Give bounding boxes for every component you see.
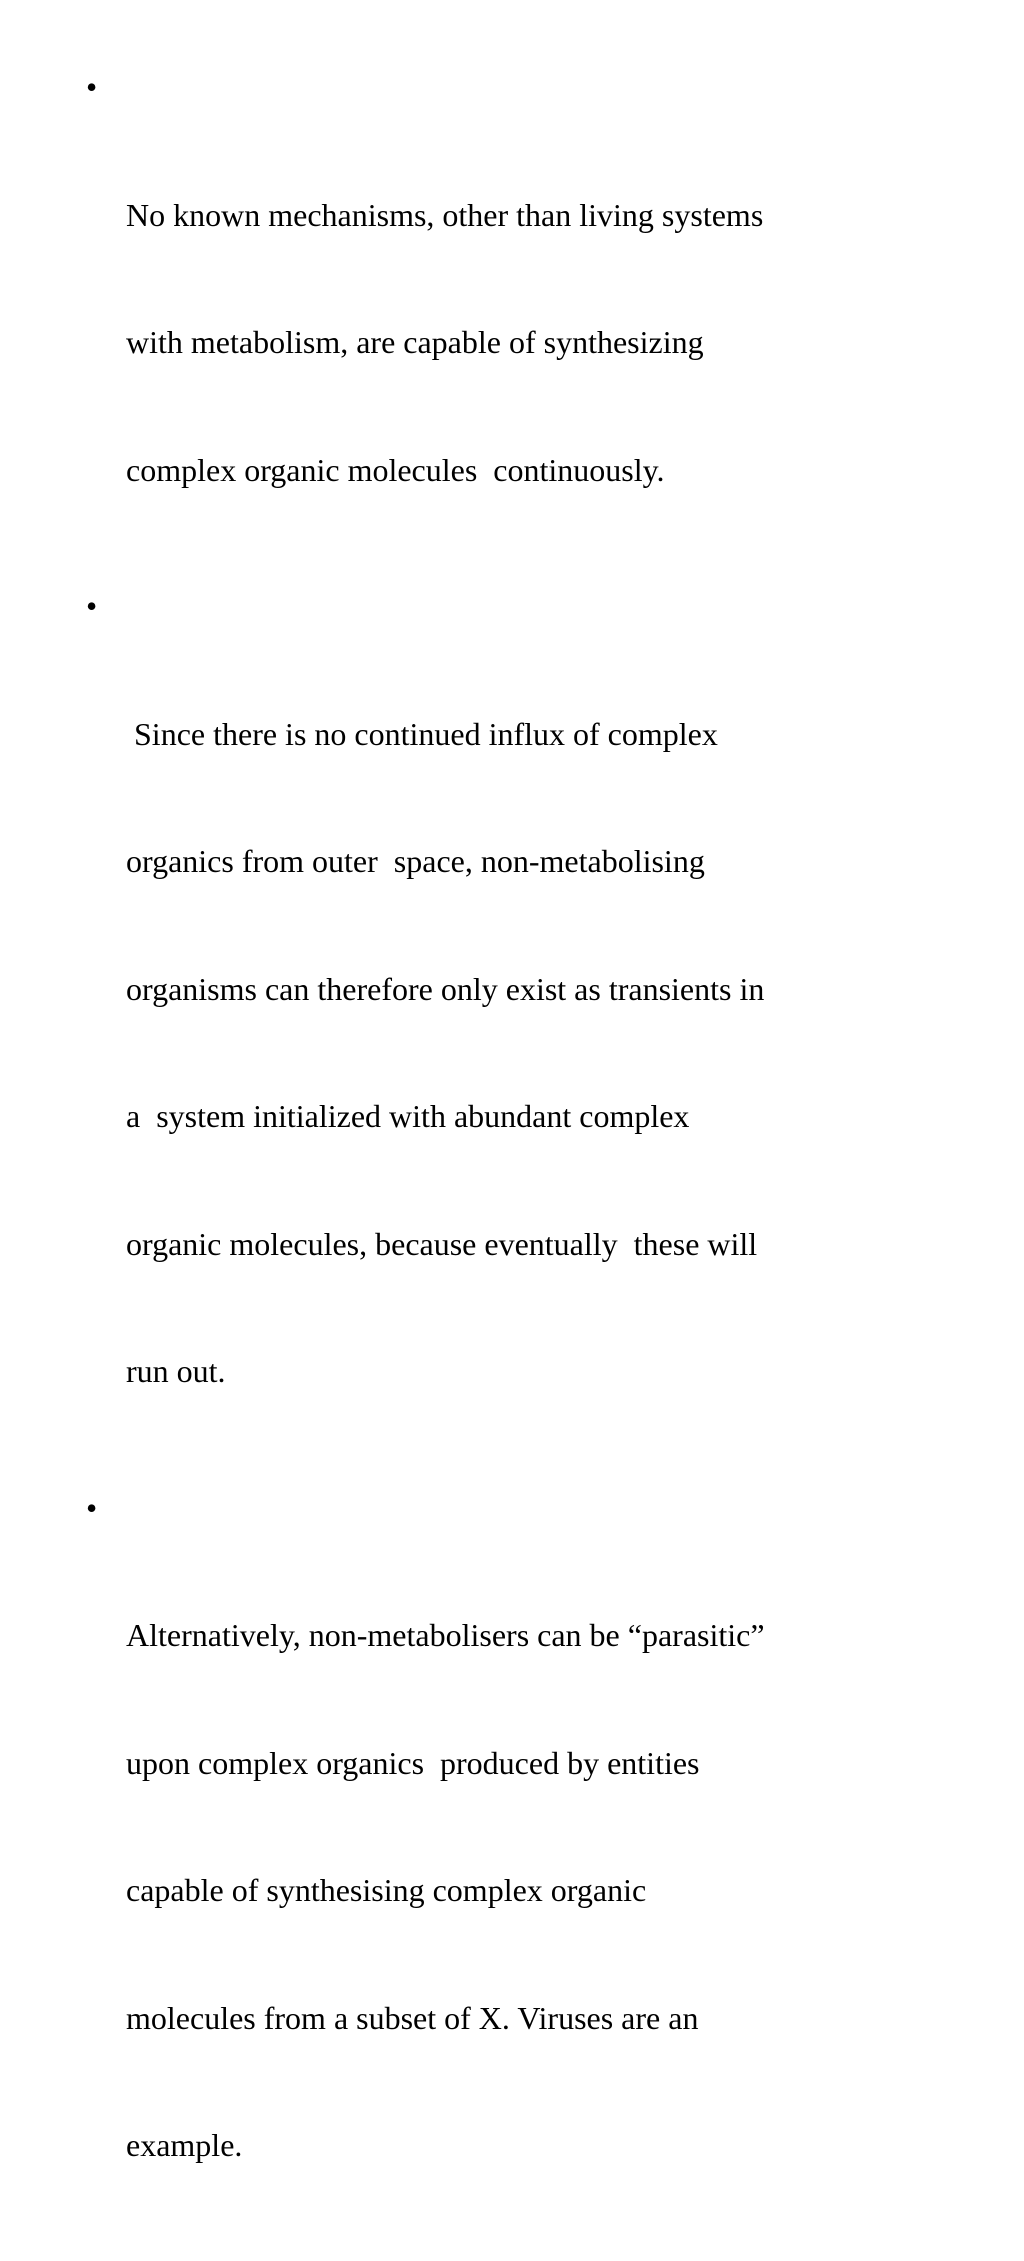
bullet-line: a system initialized with abundant complex xyxy=(126,1098,690,1134)
bullet-line: molecules from a subset of X. Viruses are an xyxy=(126,1999,699,2036)
bullet-point-icon: • xyxy=(86,1489,98,1526)
bullet-line: organic molecules, because eventually these will xyxy=(126,1225,758,1262)
bullet-item-3 xyxy=(86,1487,936,2252)
bullet-line: organics from outer space, non-metabolising xyxy=(126,843,705,879)
bullet-line: with metabolism, are capable of synthesizing xyxy=(126,324,704,360)
bullet-line: No known mechanisms, other than living systems xyxy=(126,196,764,233)
bullet-list xyxy=(86,66,936,2261)
bullet-line: Alternatively, non-metabolisers can be “parasitic” xyxy=(126,1617,765,1653)
bullet-point-icon: • xyxy=(86,588,98,624)
bullet-line: upon complex organics produced by entities xyxy=(126,1744,700,1781)
bullet-line: example. xyxy=(126,2127,243,2163)
bullet-line: complex organic molecules continuously. xyxy=(126,451,665,488)
bullet-point-icon: • xyxy=(86,69,98,105)
bullet-item-1 xyxy=(86,66,936,576)
bullet-line: organisms can therefore only exist as transients in xyxy=(126,970,765,1007)
bullet-line: Since there is no continued influx of complex xyxy=(126,715,718,752)
bullet-item-2 xyxy=(86,585,936,1478)
bullet-line: capable of synthesising complex organic xyxy=(126,1872,647,1908)
bullet-line: run out. xyxy=(126,1353,226,1389)
